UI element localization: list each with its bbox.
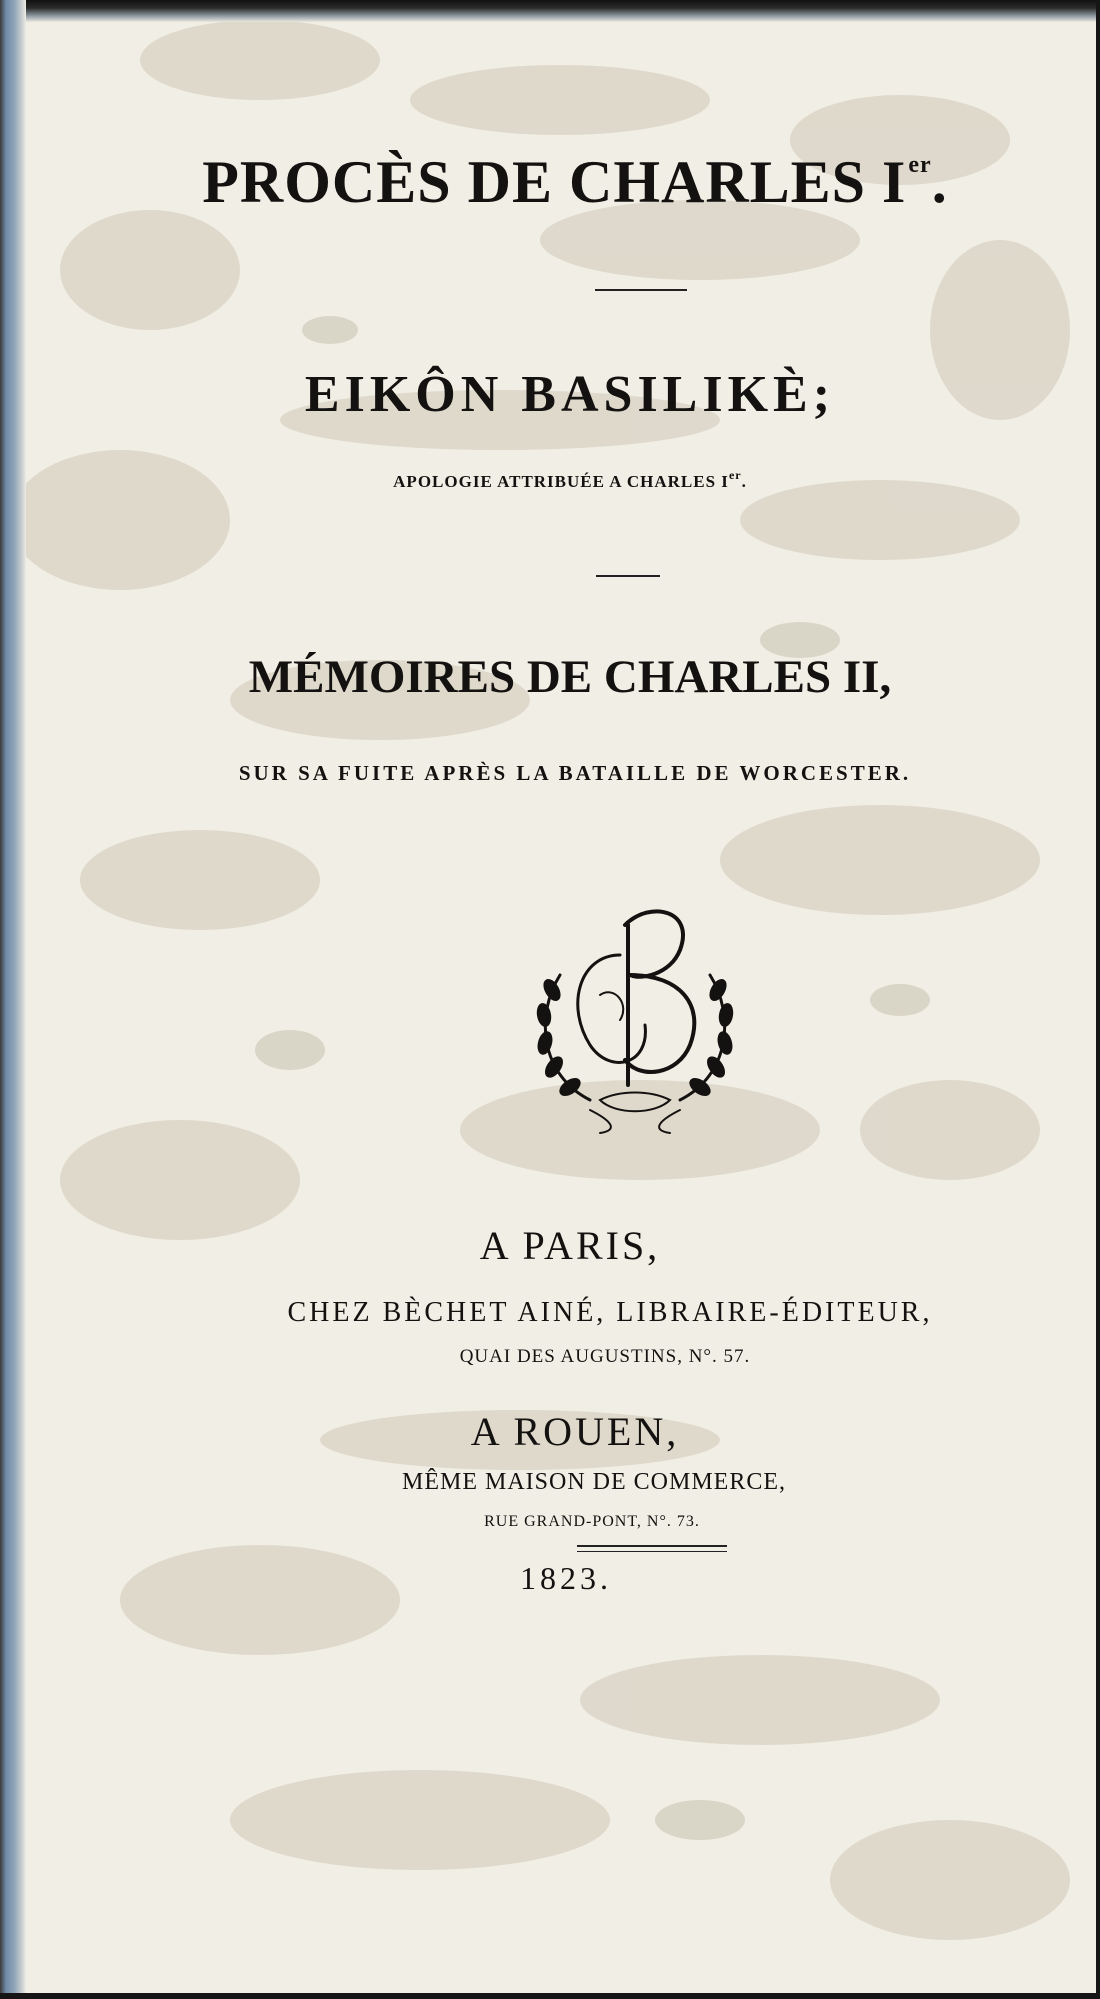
third-title: MÉMOIRES DE CHARLES II, xyxy=(248,651,892,703)
third-subtitle: SUR SA FUITE APRÈS LA BATAILLE DE WORCESTER. xyxy=(238,761,912,785)
imprint-address-rouen: RUE GRAND-PONT, N°. 73. xyxy=(484,1513,700,1530)
publication-year: 1823. xyxy=(520,1560,612,1596)
main-title: PROCÈS DE CHARLES Ier. xyxy=(202,149,948,215)
imprint-publisher-rouen: MÊME MAISON DE COMMERCE, xyxy=(401,1469,787,1495)
imprint-city-rouen: A ROUEN, xyxy=(470,1409,680,1454)
page-right-edge xyxy=(1096,0,1100,1999)
imprint-city-paris: A PARIS, xyxy=(479,1223,661,1268)
wreath-monogram-icon xyxy=(530,895,740,1135)
page-top-edge xyxy=(0,0,1100,22)
second-title: EIKÔN BASILIKÈ; xyxy=(304,366,836,423)
imprint-publisher: CHEZ BÈCHET AINÉ, LIBRAIRE-ÉDITEUR, xyxy=(287,1297,933,1328)
second-subtitle: APOLOGIE ATTRIBUÉE A CHARLES Ier. xyxy=(393,468,747,491)
double-rule xyxy=(577,1551,727,1552)
page-bottom-edge xyxy=(0,1993,1100,1999)
divider-rule xyxy=(596,575,660,577)
double-rule xyxy=(577,1545,727,1547)
page-spine-edge xyxy=(0,0,26,1999)
divider-rule xyxy=(595,289,687,291)
imprint-address: QUAI DES AUGUSTINS, N°. 57. xyxy=(459,1346,751,1367)
